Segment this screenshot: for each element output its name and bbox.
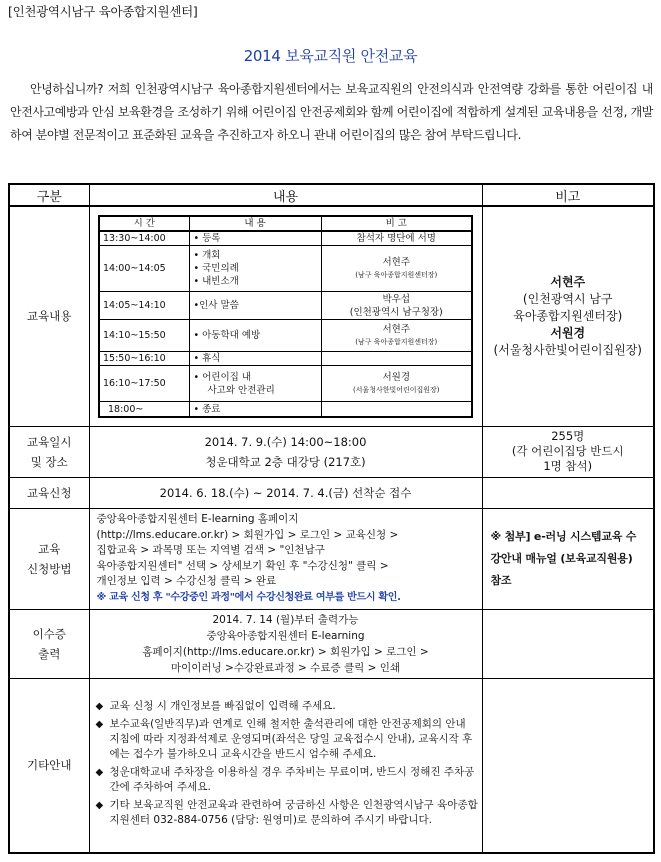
note-line: (인천광역시 남구 (522, 291, 613, 306)
schedule-content: •인사 말씀 (189, 292, 321, 320)
schedule-content-line: 사고와 안전관리 (207, 384, 275, 396)
schedule-time: 18:00~ (99, 402, 189, 417)
schedule-row (99, 366, 472, 402)
note-apply (482, 477, 654, 508)
speaker-title: (남구 육아종합지원센터장) (355, 337, 438, 346)
schedule-content (189, 246, 321, 292)
label-datetime (9, 426, 89, 477)
speaker-title: (인천광역시 남구청장) (349, 306, 443, 318)
row-datetime (9, 426, 654, 477)
other-bullet-text: 청운대학교내 주차장을 이용하실 경우 주차비는 무료이며, 반드시 정해진 주차공간에 주차하여 주세요. (109, 766, 475, 794)
note-certificate (482, 609, 654, 678)
schedule-cell (89, 206, 482, 426)
row-certificate (9, 609, 654, 678)
other-bullet-item (93, 717, 479, 762)
schedule-time: 13:30~14:00 (99, 231, 189, 246)
row-apply (9, 477, 654, 508)
schedule-header-row (99, 216, 472, 231)
schedule-row (99, 320, 472, 352)
schedule-remark (321, 292, 472, 320)
schedule-header-time: 시 간 (99, 216, 189, 231)
schedule-content: • 종료 (189, 402, 321, 417)
schedule-row (99, 292, 472, 320)
label-line: 교육 (38, 541, 61, 556)
doc-title: 2014 보육교직원 안전교육 (243, 47, 418, 65)
col-header-content: 내용 (89, 184, 482, 206)
schedule-content-line: • 내빈소개 (193, 276, 239, 288)
certificate-content (89, 609, 482, 678)
note-line: (각 어린이집당 반드시 (511, 444, 624, 458)
schedule-header-content: 내 용 (189, 216, 321, 231)
schedule-content-line: • 어린이집 내 (193, 371, 252, 383)
schedule-row (99, 402, 472, 417)
label-other: 기타안내 (9, 678, 89, 853)
certificate-line: 2014. 7. 14 (월)부터 출력가능 (212, 613, 359, 626)
schedule-row (99, 231, 472, 246)
row-content (9, 206, 654, 426)
note-line: 서현주 (550, 274, 586, 289)
note-line: (서울청사한빛어린이집원장) (493, 342, 642, 357)
method-line: 육아종합지원센터" 선택 > 상세보기 확인 후 "수강신청" 클릭 > (96, 559, 389, 572)
schedule-time: 14:05~14:10 (99, 292, 189, 320)
schedule-remark: 참석자 명단에 서명 (321, 231, 472, 246)
note-datetime (482, 426, 654, 477)
method-line: 개인정보 입력 > 수강신청 클릭 > 완료 (96, 575, 277, 587)
other-bullet-text: 교육 신청 시 개인정보를 빠짐없이 입력해 주세요. (109, 700, 336, 713)
intro-text: 안녕하십니까? 저희 인천광역시남구 육아종합지원센터에서는 보육교직원의 안전의식과 안전역량 강화를 통한 어린이집 내 안전사고예방과 안심 보육환경을 조성하기 위해 어린이집 안전공제회와 함께 어린이집에 적합하게 설계된 교육내용을 선정, 개발하여 분야별 전문적이고 표준화된 교육을 추진하고자 하오니 관내 어린이집의 많은 참여 부탁드립니다. (10, 82, 653, 142)
schedule-time: 14:00~14:05 (99, 246, 189, 292)
note-method-attachment: ※ 첨부] e-러닝 시스템교육 수강안내 매뉴얼 (보육교직원용) 참조 (482, 508, 654, 609)
diamond-bullet-icon: ◆ (95, 767, 104, 779)
datetime-content (89, 426, 482, 477)
label-method (9, 508, 89, 609)
schedule-content-line: • 개회 (193, 250, 221, 262)
col-header-note: 비고 (482, 184, 654, 206)
apply-period: 2014. 6. 18.(수) ~ 2014. 7. 4.(금) 선착순 접수 (89, 477, 482, 508)
method-warning: ※ 교육 신청 후 "수강중인 과정"에서 수강신청완료 여부를 반드시 확인. (96, 591, 401, 603)
diamond-bullet-icon: ◆ (95, 800, 104, 812)
note-line: 255명 (551, 429, 585, 443)
other-content (89, 678, 482, 853)
label-line: 신청방법 (27, 561, 72, 576)
schedule-header-remark: 비 고 (321, 216, 472, 231)
diamond-bullet-icon: ◆ (95, 701, 104, 713)
row-other (9, 678, 654, 853)
certificate-line: 홈페이지(http://lms.educare.or.kr) > 회원가입 > 로그인 > (142, 645, 429, 658)
table-header-row (9, 184, 654, 206)
info-table (8, 183, 655, 854)
certificate-line: 마이이러닝 >수강완료과정 > 수료증 클릭 > 인쇄 (171, 661, 400, 674)
note-content (482, 206, 654, 426)
schedule-content: • 등록 (189, 231, 321, 246)
schedule-remark (321, 402, 472, 417)
label-apply: 교육신청 (9, 477, 89, 508)
schedule-remark (321, 320, 472, 352)
other-bullet-text: 기타 보육교직원 안전교육과 관련하여 궁금하신 사항은 인천광역시남구 육아종합지원센터 032-884-0756 (담당: 원영미)로 문의하여 주시기 바랍니다. (109, 799, 478, 827)
speaker-name: 서현주 (382, 323, 411, 335)
speaker-title: (남구 육아종합지원센터장) (355, 270, 438, 279)
schedule-time: 15:50~16:10 (99, 352, 189, 366)
label-certificate (9, 609, 89, 678)
note-line: 1명 참석) (543, 459, 593, 473)
location-line: 청운대학교 2층 대강당 (217호) (205, 454, 366, 469)
speaker-name: 박우섭 (382, 293, 411, 305)
schedule-content: • 휴식 (189, 352, 321, 366)
note-line: 육아종합지원센터장) (513, 308, 623, 323)
label-line: 출력 (38, 646, 61, 661)
schedule-time: 14:10~15:50 (99, 320, 189, 352)
schedule-content (189, 366, 321, 402)
certificate-line: 중앙육아종합지원센터 E-learning (206, 629, 365, 642)
schedule-remark (321, 352, 472, 366)
label-content: 교육내용 (9, 206, 89, 426)
schedule-content-line: • 국민의례 (193, 263, 239, 275)
schedule-content: • 아동학대 예방 (189, 320, 321, 352)
diamond-bullet-icon: ◆ (95, 719, 104, 731)
schedule-remark (321, 366, 472, 402)
other-bullet-item (93, 765, 479, 795)
schedule-time: 16:10~17:50 (99, 366, 189, 402)
label-line: 및 장소 (30, 454, 68, 469)
speaker-title: (서울청사한빛어린이집원장) (352, 385, 440, 394)
label-line: 교육일시 (27, 434, 72, 449)
org-header: [인천광역시남구 육아종합지원센터] (8, 4, 198, 19)
intro-paragraph (10, 78, 653, 147)
other-bullet-item (93, 798, 479, 828)
label-line: 이수증 (32, 626, 66, 641)
other-bullet-item (93, 699, 479, 714)
schedule-table (98, 215, 473, 418)
schedule-row (99, 352, 472, 366)
method-line: 집합교육 > 과목명 또는 지역별 검색 > "인천남구 (96, 544, 325, 556)
other-bullet-text: 보수교육(일반직무)과 연계로 인해 철저한 출석관리에 대한 안전공제회의 안내 지침에 따라 지정좌석제로 운영되며(좌석은 당일 교육접수시 안내), 교육시작 후에는 접수가 불가하오니 교육시간을 반드시 엄수해 주세요. (109, 718, 473, 761)
method-line: (http://lms.educare.or.kr) > 회원가입 > 로그인 > 교육신청 > (96, 528, 399, 541)
method-content (89, 508, 482, 609)
row-method (9, 508, 654, 609)
speaker-name: 서원경 (382, 371, 411, 383)
note-line: 서원경 (550, 325, 586, 340)
method-line: 중앙육아종합지원센터 E-learning 홈페이지 (96, 513, 299, 525)
note-other (482, 678, 654, 853)
col-header-category: 구분 (9, 184, 89, 206)
speaker-name: 서현주 (382, 256, 411, 268)
schedule-row (99, 246, 472, 292)
schedule-remark (321, 246, 472, 292)
datetime-line: 2014. 7. 9.(수) 14:00~18:00 (204, 434, 367, 449)
